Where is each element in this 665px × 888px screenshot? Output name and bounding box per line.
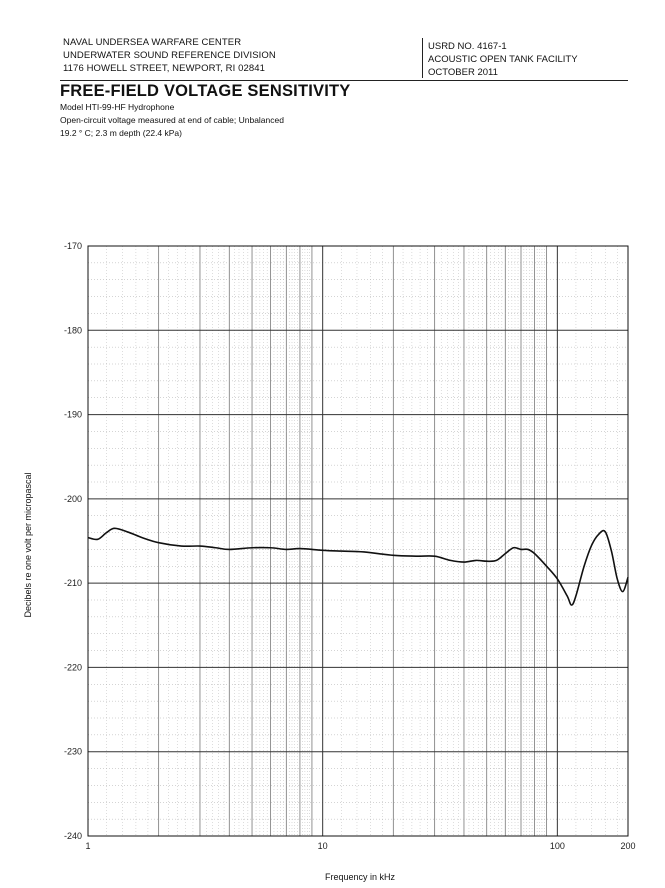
y-tick-label: -180 [63, 325, 82, 336]
conditions-text: 19.2 ° C; 2.3 m depth (22.4 kPa) [60, 128, 182, 138]
report-line: USRD NO. 4167-1 [428, 41, 507, 52]
org-line: 1176 HOWELL STREET, NEWPORT, RI 02841 [63, 63, 266, 74]
x-tick-label: 1 [85, 841, 91, 851]
y-axis-label: Decibels re one volt per micropascal [23, 472, 33, 618]
x-tick-label: 200 [620, 841, 636, 851]
org-line: UNDERWATER SOUND REFERENCE DIVISION [63, 50, 276, 61]
y-tick-label: -210 [63, 578, 82, 589]
y-tick-label: -170 [63, 241, 82, 251]
report-line: OCTOBER 2011 [428, 67, 498, 78]
tick-labels [64, 241, 636, 851]
y-tick-label: -220 [63, 662, 82, 673]
model-text: Model HTI-99-HF Hydrophone [60, 102, 175, 112]
y-tick-label: -200 [63, 493, 82, 504]
y-tick-label: -190 [63, 409, 82, 420]
page-title: FREE-FIELD VOLTAGE SENSITIVITY [60, 82, 351, 100]
measurement-text: Open-circuit voltage measured at end of cable; Unbalanced [60, 115, 284, 125]
y-tick-label: -240 [63, 831, 82, 841]
org-line: NAVAL UNDERSEA WARFARE CENTER [63, 37, 242, 48]
report-line: ACOUSTIC OPEN TANK FACILITY [428, 54, 578, 65]
x-axis-label: Frequency in kHz [324, 872, 396, 882]
y-tick-label: -230 [63, 746, 82, 757]
x-tick-label: 10 [317, 841, 328, 851]
x-tick-label: 100 [549, 841, 565, 851]
grid-minor [88, 246, 628, 836]
